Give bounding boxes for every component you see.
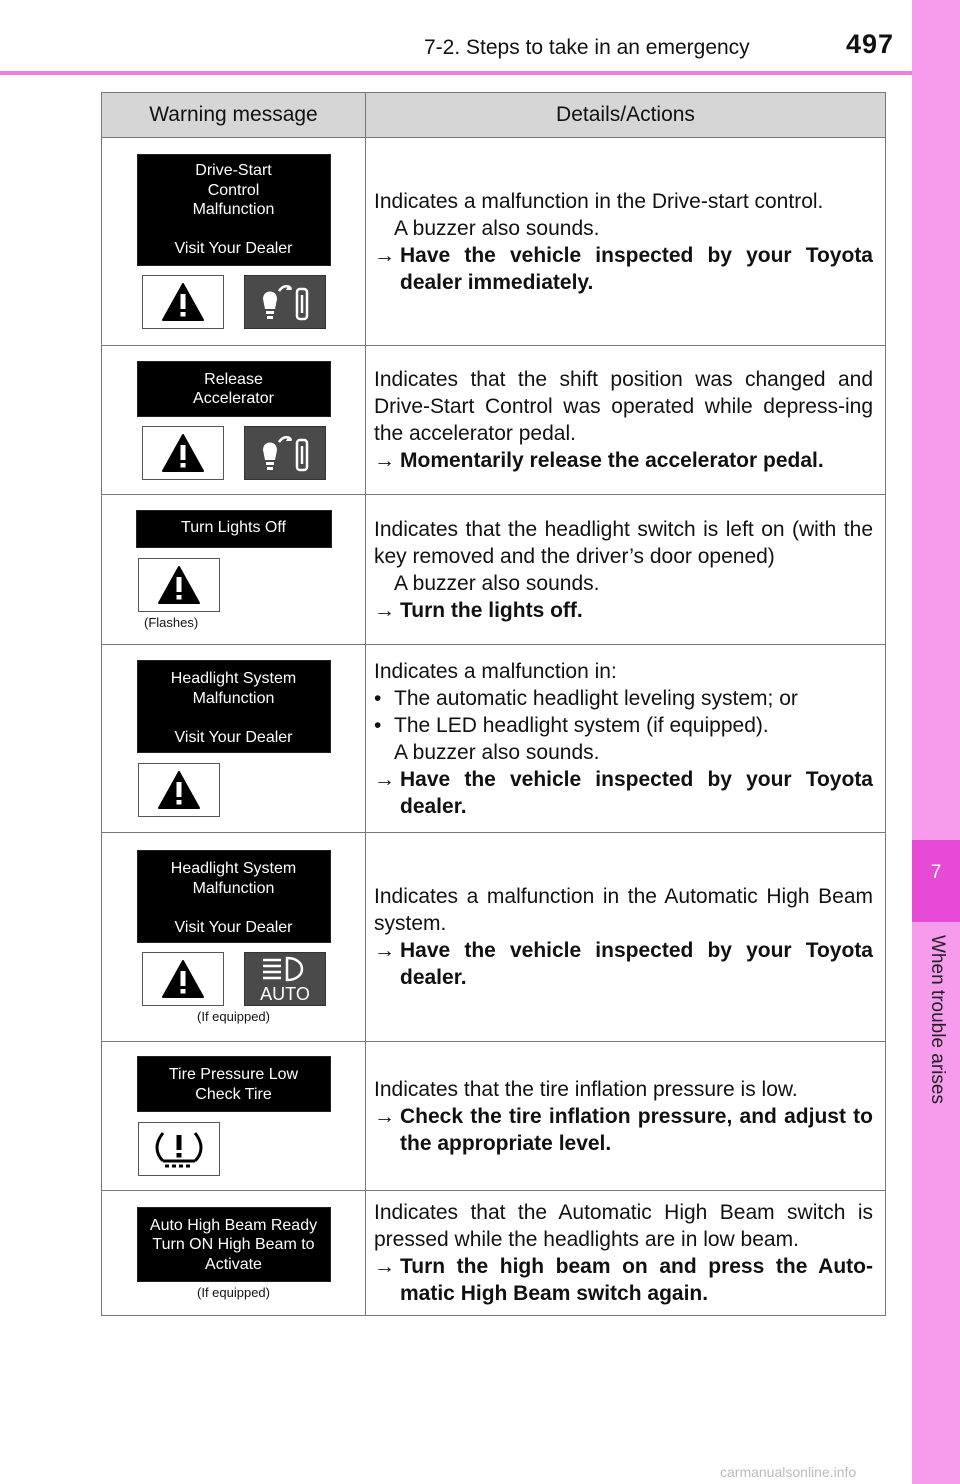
chapter-number: 7: [912, 840, 960, 922]
auto-label: AUTO: [259, 984, 310, 1004]
action-text: Check the tire inflation pressure, and adjust to the appropriate level.: [400, 1104, 873, 1155]
buzzer-note: A buzzer also sounds.: [394, 571, 600, 595]
action-text: Momentarily release the accelerator pedal.: [400, 449, 824, 472]
details-cell: [366, 645, 886, 833]
details-cell: [366, 346, 886, 495]
action-text: Have the vehicle inspected by your Toyota dealer.: [400, 767, 873, 818]
warning-message-cell: [102, 495, 366, 645]
if-equipped-note: (If equipped): [197, 1009, 270, 1024]
action-text: Have the vehicle inspected by your Toyota dealer.: [400, 939, 873, 989]
message-line: Turn Lights Off: [181, 518, 286, 536]
buzzer-note: A buzzer also sounds.: [394, 740, 600, 764]
warning-triangle-icon: [142, 275, 224, 329]
action-instruction: [374, 937, 873, 991]
bullet-icon: •: [374, 713, 382, 737]
action-instruction: [374, 242, 873, 296]
action-text: Have the vehicle inspected by your Toyota dealer immediately.: [400, 243, 873, 294]
message-line: Accelerator: [193, 390, 274, 407]
display-message: [136, 510, 332, 548]
section-title: 7-2. Steps to take in an emergency: [424, 36, 750, 59]
table-row: [102, 495, 886, 645]
warning-message-cell: [102, 1191, 366, 1316]
warning-message-cell: [102, 346, 366, 495]
description-text: Indicates a malfunction in the Automatic High Beam system.: [374, 885, 873, 935]
bullet-icon: •: [374, 686, 382, 710]
action-text: Turn the high beam on and press the Auto-matic High Beam switch again.: [400, 1255, 873, 1305]
table-row: [102, 346, 886, 495]
arrow-icon: →: [374, 243, 395, 267]
action-instruction: [374, 1253, 873, 1307]
arrow-icon: →: [374, 939, 395, 962]
message-line: Visit Your Dealer: [174, 240, 293, 257]
table-row: [102, 1042, 886, 1191]
column-header-details: Details/Actions: [366, 93, 886, 138]
description-text: Indicates that the headlight switch is left on (with the key removed and the driver’s door opened): [374, 517, 873, 568]
description-text: Indicates a malfunction in the Drive-start control.: [374, 189, 824, 213]
message-line: [138, 708, 330, 728]
list-item-text: The LED headlight system (if equipped).: [394, 713, 769, 737]
auto-high-beam-icon: [244, 952, 326, 1006]
list-item-text: The automatic headlight leveling system; or: [394, 686, 798, 710]
display-message: [137, 850, 331, 943]
action-instruction: [374, 1103, 873, 1157]
flashes-note: (Flashes): [144, 614, 199, 630]
arrow-icon: →: [374, 1104, 395, 1128]
warning-message-cell: [102, 645, 366, 833]
list-item: [374, 712, 873, 739]
description-text: Indicates that the Automatic High Beam switch is pressed while the headlights are in low beam.: [374, 1201, 873, 1251]
message-line: Control: [207, 181, 260, 199]
drive-start-pedal-icon: [244, 426, 326, 480]
description-text: Indicates a malfunction in:: [374, 659, 617, 683]
message-line: Malfunction: [192, 201, 275, 218]
message-line: Release: [204, 370, 263, 388]
message-line: Activate: [205, 1255, 262, 1273]
message-line: Visit Your Dealer: [174, 728, 293, 746]
details-cell: [366, 495, 886, 645]
display-message: [137, 1207, 331, 1282]
details-cell: [366, 1191, 886, 1316]
arrow-icon: →: [374, 449, 395, 472]
if-equipped-note: (If equipped): [197, 1284, 270, 1300]
side-tab: [912, 0, 960, 1484]
description-text: Indicates that the shift position was changed and Drive-Start Control was operated while depress-ing the accelerator pedal.: [374, 368, 873, 445]
column-header-warning: Warning message: [102, 93, 366, 138]
header-divider: [0, 71, 912, 75]
arrow-icon: →: [374, 1255, 395, 1278]
display-message: [137, 660, 331, 753]
details-cell: [366, 138, 886, 346]
message-line: Check Tire: [195, 1085, 272, 1103]
message-line: Visit Your Dealer: [174, 918, 293, 936]
tire-pressure-icon: [138, 1122, 220, 1176]
chapter-label: When trouble arises: [927, 935, 948, 1104]
display-message: [137, 361, 331, 417]
buzzer-note: A buzzer also sounds.: [394, 216, 600, 240]
warning-triangle-icon: [142, 952, 224, 1006]
message-line: Headlight System: [170, 860, 297, 877]
warning-message-cell: [102, 1042, 366, 1191]
message-line: [138, 898, 330, 918]
table-row: [102, 1191, 886, 1316]
message-line: Headlight System: [170, 670, 297, 687]
message-line: Drive-Start: [195, 162, 272, 179]
details-cell: [366, 1042, 886, 1191]
watermark: carmanualsonline.info: [720, 1464, 857, 1480]
warning-message-cell: [102, 138, 366, 346]
action-instruction: [374, 766, 873, 820]
table-header-row: [102, 93, 886, 138]
message-line: Malfunction: [192, 879, 275, 897]
warning-triangle-icon: [138, 558, 220, 612]
action-instruction: [374, 597, 873, 624]
list-item: [374, 685, 873, 712]
table-row: [102, 645, 886, 833]
details-cell: [366, 833, 886, 1042]
warning-triangle-icon: [138, 763, 220, 817]
display-message: [137, 154, 331, 266]
message-line: Malfunction: [192, 689, 275, 707]
warning-message-cell: [102, 833, 366, 1042]
page-number: 497: [846, 29, 895, 59]
description-text: Indicates that the tire inflation pressure is low.: [374, 1077, 798, 1101]
table-row: [102, 138, 886, 346]
warning-table: [101, 92, 886, 1316]
message-line: [138, 220, 330, 240]
action-text: Turn the lights off.: [400, 598, 583, 622]
table-row: [102, 833, 886, 1042]
message-line: Auto High Beam Ready: [149, 1216, 318, 1234]
action-instruction: [374, 447, 873, 474]
warning-triangle-icon: [142, 426, 224, 480]
drive-start-pedal-icon: [244, 275, 326, 329]
message-line: Tire Pressure Low: [168, 1066, 299, 1083]
message-line: Turn ON High Beam to: [152, 1236, 315, 1253]
arrow-icon: →: [374, 767, 395, 791]
arrow-icon: →: [374, 598, 395, 622]
display-message: [137, 1056, 331, 1112]
